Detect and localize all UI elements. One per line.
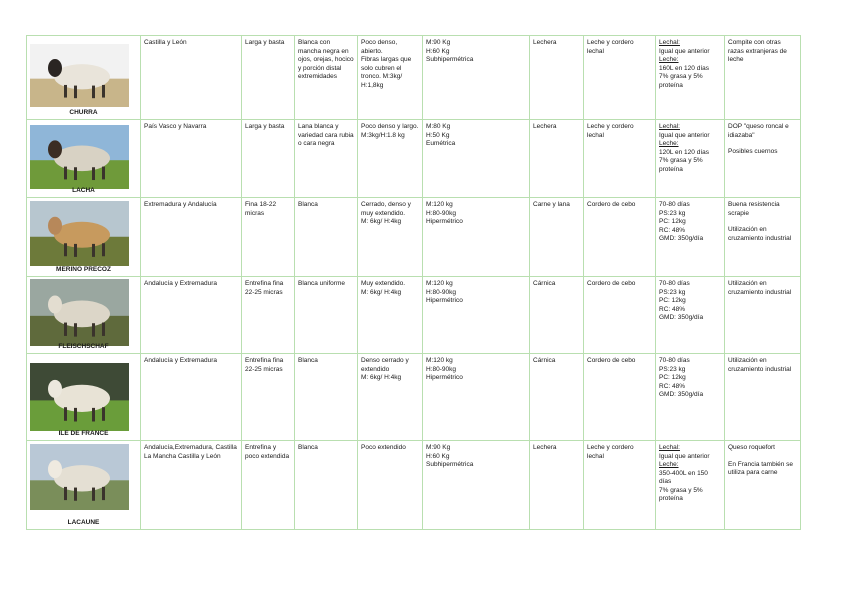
- cell-line: Leche:: [659, 461, 679, 469]
- cell-line: Leche:: [659, 56, 679, 64]
- breed-name: ILE DE FRANCE: [58, 430, 109, 438]
- region-cell: Andalucía y Extremadura: [141, 277, 242, 354]
- wool-type-cell: Entrefina y poco extendida: [242, 441, 295, 530]
- cell-line: Queso roquefort: [728, 444, 775, 451]
- cell-line: Muy extendido.: [361, 280, 406, 287]
- cell-line: RC: 48%: [659, 226, 686, 234]
- wool-type-cell: Larga y basta: [242, 36, 295, 120]
- notes-cell: [725, 277, 801, 354]
- cell-line: Poco denso y largo.: [361, 123, 419, 130]
- fleece-cell: [358, 36, 423, 120]
- weight-cell: [423, 198, 530, 277]
- cell-line: M: 6kg/ H:4kg: [361, 218, 402, 226]
- cell-line: M:90 Kg: [426, 39, 451, 46]
- cell-line: Buena resistencia scrapie: [728, 201, 780, 217]
- cell-line: M: 6kg/ H:4kg: [361, 288, 402, 296]
- product-cell: Leche y cordero lechal: [584, 120, 656, 198]
- color-cell: Blanca: [295, 354, 358, 441]
- cell-line: 350-400L en 150 días: [659, 469, 708, 486]
- wool-type-cell: Entrefina fina 22-25 micras: [242, 354, 295, 441]
- breed-photo-cell: [27, 36, 141, 120]
- cell-line: PS:23 kg: [659, 209, 686, 217]
- breed-photo-cell: [27, 441, 141, 530]
- cell-line: H:80-90kg: [426, 365, 456, 373]
- production-cell: [656, 441, 725, 530]
- breed-photo-cell: [27, 277, 141, 354]
- cell-line: H:60 Kg: [426, 47, 450, 55]
- wool-type-cell: Entrefina fina 22-25 micras: [242, 277, 295, 354]
- production-cell: [656, 277, 725, 354]
- cell-line: 7% grasa y 5% proteína: [659, 486, 703, 503]
- aptitude-cell: Lechera: [530, 36, 584, 120]
- cell-line: Fibras largas que solo cubren el tronco. M:3kg/ H:1,8kg: [361, 56, 412, 89]
- cell-line: Subhipermétrica: [426, 461, 474, 469]
- product-cell: Cordero de cebo: [584, 354, 656, 441]
- weight-cell: [423, 354, 530, 441]
- cell-line: M: 6kg/ H:4kg: [361, 374, 402, 382]
- product-cell: Leche y cordero lechal: [584, 441, 656, 530]
- cell-line: Eumétrica: [426, 140, 456, 148]
- notes-cell: [725, 441, 801, 530]
- aptitude-cell: Lechera: [530, 441, 584, 530]
- cell-line: GMD: 350g/día: [659, 391, 704, 399]
- weight-cell: [423, 36, 530, 120]
- cell-line: Igual que anterior: [659, 47, 710, 55]
- sheep-photo: [30, 201, 129, 266]
- color-cell: Blanca: [295, 198, 358, 277]
- notes-cell: [725, 120, 801, 198]
- sheep-photo: [30, 444, 129, 510]
- table-row: [27, 354, 801, 441]
- spacer: [728, 218, 797, 226]
- weight-cell: [423, 441, 530, 530]
- wool-type-cell: Larga y basta: [242, 120, 295, 198]
- cell-line: Poco extendido: [361, 444, 406, 451]
- cell-line: Utilización en cruzamiento industrial: [728, 280, 792, 296]
- production-cell: [656, 198, 725, 277]
- cell-line: PS:23 kg: [659, 288, 686, 296]
- fleece-cell: [358, 198, 423, 277]
- weight-cell: [423, 277, 530, 354]
- breed-name: FLEISCHSCHAF: [58, 343, 109, 351]
- breed-name: CHURRA: [69, 109, 98, 117]
- cell-line: 7% grasa y 5% proteína: [659, 73, 703, 89]
- cell-line: H:80-90kg: [426, 288, 456, 296]
- fleece-cell: [358, 441, 423, 530]
- cell-line: Cerrado, denso y muy extendido.: [361, 201, 411, 217]
- product-cell: Cordero de cebo: [584, 277, 656, 354]
- cell-line: GMD: 350g/día: [659, 314, 704, 322]
- cell-line: Denso cerrado y extendido: [361, 357, 409, 373]
- notes-cell: [725, 354, 801, 441]
- cell-line: DOP "queso roncal e idiazaba": [728, 123, 789, 139]
- fleece-cell: [358, 354, 423, 441]
- region-cell: País Vasco y Navarra: [141, 120, 242, 198]
- cell-line: M:120 kg: [426, 201, 453, 208]
- fleece-cell: [358, 277, 423, 354]
- table-row: [27, 441, 801, 530]
- breed-table: [26, 35, 801, 530]
- breed-name: MERINO PRECOZ: [56, 266, 111, 274]
- color-cell: Blanca: [295, 441, 358, 530]
- table-row: [27, 198, 801, 277]
- aptitude-cell: Carne y lana: [530, 198, 584, 277]
- breed-photo-cell: [27, 354, 141, 441]
- production-cell: [656, 120, 725, 198]
- table-row: [27, 120, 801, 198]
- breed-photo-cell: [27, 120, 141, 198]
- sheep-photo: [30, 363, 129, 431]
- cell-line: 160L en 120 días: [659, 64, 709, 72]
- region-cell: Extremadura y Andalucía: [141, 198, 242, 277]
- spacer: [728, 453, 797, 461]
- notes-cell: [725, 198, 801, 277]
- cell-line: Lechal:: [659, 39, 680, 46]
- region-cell: Andalucía,Extremadura, Castilla La Mancha Castilla y León: [141, 441, 242, 530]
- cell-line: M:120 kg: [426, 280, 453, 287]
- cell-line: Compite con otras razas extranjeras de leche: [728, 39, 787, 64]
- table-row: [27, 277, 801, 354]
- production-cell: [656, 354, 725, 441]
- cell-line: PC: 12kg: [659, 297, 686, 305]
- notes-cell: [725, 36, 801, 120]
- cell-line: H:60 Kg: [426, 452, 450, 460]
- region-cell: Castilla y León: [141, 36, 242, 120]
- cell-line: Lechal:: [659, 444, 680, 451]
- cell-line: Igual que anterior: [659, 131, 710, 139]
- cell-line: En Francia también se utiliza para carne: [728, 460, 794, 477]
- cell-line: 70-80 días: [659, 357, 690, 364]
- color-cell: Blanca con mancha negra en ojos, orejas, hocico y porción distal extremidades: [295, 36, 358, 120]
- sheep-photo: [30, 44, 129, 107]
- cell-line: Lechal:: [659, 123, 680, 130]
- product-cell: Cordero de cebo: [584, 198, 656, 277]
- cell-line: M:90 Kg: [426, 444, 451, 451]
- table-row: [27, 36, 801, 120]
- cell-line: Poco denso, abierto.: [361, 39, 398, 55]
- breed-name: LACHA: [72, 187, 95, 195]
- cell-line: 120L en 120 días: [659, 148, 709, 156]
- weight-cell: [423, 120, 530, 198]
- cell-line: 70-80 días: [659, 280, 690, 287]
- production-cell: [656, 36, 725, 120]
- cell-line: Hipermétrico: [426, 374, 463, 382]
- color-cell: Blanca uniforme: [295, 277, 358, 354]
- cell-line: 70-80 días: [659, 201, 690, 208]
- cell-line: M:3kg/H:1.8 kg: [361, 131, 405, 139]
- cell-line: H:50 Kg: [426, 131, 450, 139]
- cell-line: PS:23 kg: [659, 365, 686, 373]
- aptitude-cell: Cárnica: [530, 354, 584, 441]
- aptitude-cell: Lechera: [530, 120, 584, 198]
- cell-line: Hipermétrico: [426, 297, 463, 305]
- fleece-cell: [358, 120, 423, 198]
- cell-line: Igual que anterior: [659, 452, 710, 460]
- aptitude-cell: Cárnica: [530, 277, 584, 354]
- cell-line: GMD: 350g/día: [659, 235, 704, 243]
- cell-line: M:120 kg: [426, 357, 453, 364]
- cell-line: Posibles cuernos: [728, 148, 778, 156]
- breed-photo-cell: [27, 198, 141, 277]
- color-cell: Lana blanca y variedad cara rubia o cara negra: [295, 120, 358, 198]
- wool-type-cell: Fina 18-22 micras: [242, 198, 295, 277]
- region-cell: Andalucía y Extremadura: [141, 354, 242, 441]
- sheep-photo: [30, 125, 129, 189]
- cell-line: Utilización en cruzamiento industrial: [728, 226, 792, 242]
- cell-line: RC: 48%: [659, 382, 686, 390]
- cell-line: 7% grasa y 5% proteína: [659, 157, 703, 173]
- sheep-photo: [30, 279, 129, 346]
- cell-line: Subhipermétrica: [426, 56, 474, 64]
- cell-line: H:80-90kg: [426, 209, 456, 217]
- cell-line: RC: 48%: [659, 305, 686, 313]
- cell-line: Utilización en cruzamiento industrial: [728, 357, 792, 373]
- cell-line: PC: 12kg: [659, 218, 686, 226]
- cell-line: M:80 Kg: [426, 123, 451, 130]
- cell-line: PC: 12kg: [659, 374, 686, 382]
- cell-line: Leche:: [659, 140, 679, 148]
- breed-name: LACAUNE: [67, 519, 100, 527]
- cell-line: Hipermétrico: [426, 218, 463, 226]
- product-cell: Leche y cordero lechal: [584, 36, 656, 120]
- spacer: [728, 140, 797, 148]
